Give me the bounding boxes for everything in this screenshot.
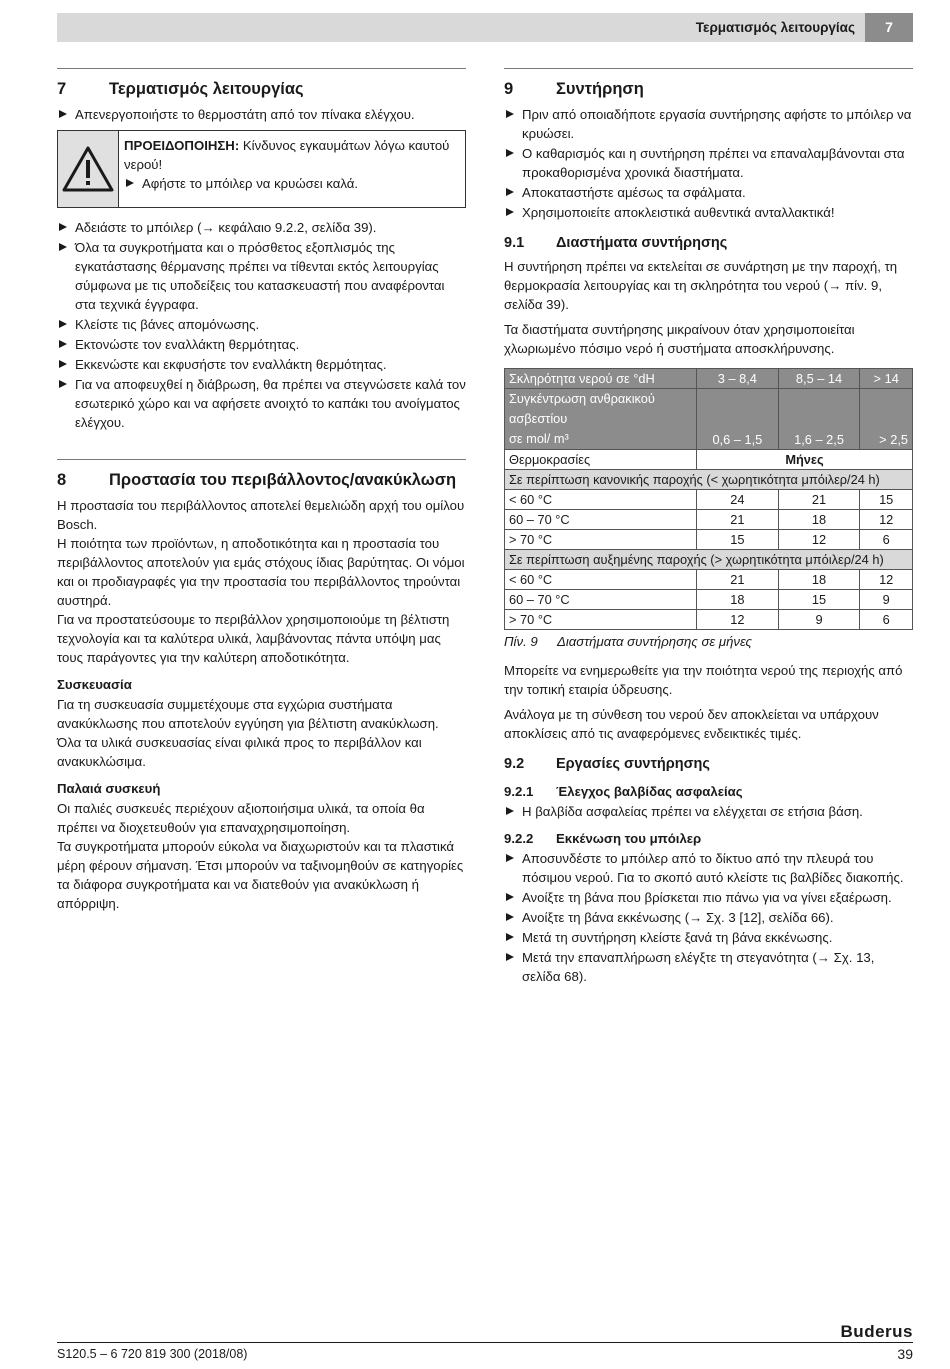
table-cell: 60 – 70 °C	[505, 590, 697, 610]
footer-divider	[57, 1342, 913, 1343]
section-divider	[57, 459, 466, 460]
list-item: Η βαλβίδα ασφαλείας πρέπει να ελέγχεται σε ετήσια βάση.	[504, 802, 913, 821]
list-item: Αποσυνδέστε το μπόιλερ από το δίκτυο από την πλευρά του πόσιμου νερού. Για το σκοπό αυτό κλείστε τις βαλβίδες διακοπής.	[504, 849, 913, 887]
paragraph: Τα συγκροτήματα μπορούν εύκολα να διαχωριστούν και τα πλαστικά μέρη φέρουν σήμανση. Έτσι μπορούν να ταξινομηθούν σε κατηγορίες τα διάφορα συγκροτήματα και να διατεθούν για ανακύκλωση ή απόρριψη.	[57, 839, 464, 911]
table-row	[505, 389, 913, 450]
section-title: Διαστήματα συντήρησης	[556, 235, 728, 251]
list-item: Πριν από οποιαδήποτε εργασία συντήρησης αφήστε το μπόιλερ να κρυώσει.	[504, 105, 913, 143]
section-number: 9	[504, 80, 514, 98]
table-cell: > 14	[860, 369, 913, 389]
section-9-2-2-heading	[504, 829, 913, 848]
list-item: Για να αποφευχθεί η διάβρωση, θα πρέπει να στεγνώσετε καλά τον εσωτερικό χώρο και να αφήσετε ανοιχτό το καπάκι του ανοίγματος ελέγχου.	[57, 375, 466, 432]
paragraph: Η συντήρηση πρέπει να εκτελείται σε συνάρτηση με την παροχή, τη θερμοκρασία λειτουργίας και τη σκληρότητα του νερού (→ πίν. 9, σελίδα 39).	[504, 259, 898, 312]
table-cell-line: Συγκέντρωση ανθρακικού ασβεστίου	[509, 391, 655, 426]
table-cell: 0,6 – 1,5	[697, 389, 779, 450]
warning-text	[119, 131, 465, 207]
section-number: 8	[57, 471, 67, 489]
section-number: 9.2.1	[504, 784, 534, 799]
list-item: Ανοίξτε τη βάνα που βρίσκεται πιο πάνω για να γίνει εξαέρωση.	[504, 888, 913, 907]
list-item: Αδειάστε το μπόιλερ (→ κεφάλαιο 9.2.2, σελίδα 39).	[57, 218, 466, 237]
table-cell-line: σε mol/ m³	[509, 431, 569, 446]
table-row	[505, 590, 913, 610]
section-9-heading	[504, 79, 913, 99]
left-column	[57, 68, 466, 913]
table-cell: > 2,5	[860, 389, 913, 450]
table-cell: 15	[778, 590, 860, 610]
table-cell: 21	[778, 490, 860, 510]
table-cell: 9	[778, 610, 860, 630]
table-cell: 12	[860, 510, 913, 530]
section-7-heading	[57, 79, 466, 99]
table-cell: < 60 °C	[505, 570, 697, 590]
list-item: Χρησιμοποιείτε αποκλειστικά αυθεντικά ανταλλακτικά!	[504, 203, 913, 222]
bullet-list	[57, 218, 466, 432]
paragraph: Για να προστατεύσουμε το περιβάλλον χρησιμοποιούμε τη βέλτιστη τεχνολογία και τα καλύτερα υλικά, λαμβάνοντας πάντα υπόψη μας τους παράγοντες για την καλύτερη αποδοτικότητα.	[57, 612, 450, 665]
warning-triangle-icon	[62, 145, 114, 193]
table-row	[505, 550, 913, 570]
list-item: Κλείστε τις βάνες απομόνωσης.	[57, 315, 466, 334]
list-item: Μετά τη συντήρηση κλείστε ξανά τη βάνα εκκένωσης.	[504, 928, 913, 947]
section-title: Συντήρηση	[556, 80, 644, 98]
table-cell: 12	[860, 570, 913, 590]
section-title: Εκκένωση του μπόιλερ	[556, 831, 702, 846]
table-cell: < 60 °C	[505, 490, 697, 510]
paragraph: Μπορείτε να ενημερωθείτε για την ποιότητα νερού της περιοχής από την τοπική εταιρία ύδρευσης.	[504, 663, 903, 697]
warning-message: Κίνδυνος εγκαυμάτων λόγω καυτού νερού!	[124, 138, 450, 172]
table-row	[505, 470, 913, 490]
table-cell: 8,5 – 14	[778, 369, 860, 389]
section-divider	[57, 68, 466, 69]
table-caption	[504, 632, 913, 651]
bullet-list	[504, 849, 913, 986]
table-cell: 21	[697, 510, 779, 530]
table-cell: Σκληρότητα νερού σε °dH	[505, 369, 697, 389]
right-column	[504, 68, 913, 987]
warning-label: ΠΡΟΕΙΔΟΠΟΙΗΣΗ:	[124, 138, 240, 153]
list-item: Εκτονώστε τον εναλλάκτη θερμότητας.	[57, 335, 466, 354]
table-cell: 12	[697, 610, 779, 630]
section-9-2-1-heading	[504, 782, 913, 801]
table-row	[505, 450, 913, 470]
table-cell: Σε περίπτωση αυξημένης παροχής (> χωρητικότητα μπόιλερ/24 h)	[505, 550, 913, 570]
table-cell: Μήνες	[697, 450, 913, 470]
section-number: 7	[57, 80, 67, 98]
table-cell: 60 – 70 °C	[505, 510, 697, 530]
section-title: Εργασίες συντήρησης	[556, 756, 710, 772]
table-cell: Θερμοκρασίες	[505, 450, 697, 470]
list-item: Όλα τα συγκροτήματα και ο πρόσθετος εξοπλισμός της εγκατάστασης θέρμανσης πρέπει να τίθενται εκτός λειτουργίας σύμφωνα με τις υποδείξεις του κατασκευαστή που αναφέρονται στα τεχνικά έγγραφα.	[57, 238, 466, 314]
table-row	[505, 369, 913, 389]
paragraph: Ανάλογα με τη σύνθεση του νερού δεν αποκλείεται να υπάρχουν αποκλίσεις από τις αναφερόμενες ενδεικτικές τιμές.	[504, 707, 879, 741]
table-cell: 3 – 8,4	[697, 369, 779, 389]
maintenance-interval-table	[504, 368, 913, 630]
paragraph: Τα διαστήματα συντήρησης μικραίνουν όταν χρησιμοποιείται χλωριωμένο πόσιμο νερό ή συστήματα αποσκλήρυνσης.	[504, 322, 855, 356]
table-cell: 12	[778, 530, 860, 550]
table-cell: 15	[697, 530, 779, 550]
table-cell: 6	[860, 530, 913, 550]
bullet-list	[57, 105, 466, 124]
warning-box	[57, 130, 466, 208]
bullet-list	[504, 802, 913, 821]
section-9-1-heading	[504, 234, 913, 253]
list-item: Ο καθαρισμός και η συντήρηση πρέπει να επαναλαμβάνονται στα προκαθορισμένα χρονικά διαστήματα.	[504, 144, 913, 182]
table-cell: 18	[778, 510, 860, 530]
list-item: Ανοίξτε τη βάνα εκκένωσης (→ Σχ. 3 [12], σελίδα 66).	[504, 908, 913, 927]
section-number: 9.1	[504, 235, 525, 251]
list-item: Εκκενώστε και εκφυσήστε τον εναλλάκτη θερμότητας.	[57, 355, 466, 374]
bullet-list	[504, 105, 913, 222]
table-row	[505, 490, 913, 510]
brand-logo: Buderus	[840, 1322, 913, 1341]
paragraph: Οι παλιές συσκευές περιέχουν αξιοποιήσιμα υλικά, τα οποία θα πρέπει να διοχετευθούν για επαναχρησιμοποίηση.	[57, 801, 425, 835]
section-title: Προστασία του περιβάλλοντος/ανακύκλωση	[109, 471, 457, 489]
warning-bullet: Αφήστε το μπόιλερ να κρυώσει καλά.	[124, 174, 457, 193]
list-item: Αποκαταστήστε αμέσως τα σφάλματα.	[504, 183, 913, 202]
table-row	[505, 570, 913, 590]
section-title: Έλεγχος βαλβίδας ασφαλείας	[556, 784, 743, 799]
table-row	[505, 610, 913, 630]
header-chapter-number: 7	[865, 13, 913, 42]
section-8-heading	[57, 470, 466, 490]
table-cell	[505, 389, 697, 450]
document-id: S120.5 – 6 720 819 300 (2018/08)	[57, 1347, 248, 1361]
table-cell: 15	[860, 490, 913, 510]
table-cell: 18	[697, 590, 779, 610]
table-cell: 18	[778, 570, 860, 590]
list-item: Απενεργοποιήστε το θερμοστάτη από τον πίνακα ελέγχου.	[57, 105, 466, 124]
section-number: 9.2	[504, 756, 525, 772]
table-row	[505, 510, 913, 530]
warning-icon-cell	[58, 131, 119, 207]
section-9-2-heading	[504, 755, 913, 774]
table-cell: 24	[697, 490, 779, 510]
table-row	[505, 530, 913, 550]
list-item: Μετά την επαναπλήρωση ελέγξτε τη στεγανότητα (→ Σχ. 13, σελίδα 68).	[504, 948, 913, 986]
page-number: 39	[897, 1346, 913, 1362]
section-title: Τερματισμός λειτουργίας	[109, 80, 304, 98]
subheading-old-device: Παλαιά συσκευή	[57, 781, 161, 796]
table-cell: > 70 °C	[505, 610, 697, 630]
caption-text: Διαστήματα συντήρησης σε μήνες	[557, 634, 752, 649]
section-number: 9.2.2	[504, 831, 534, 846]
page-header	[57, 13, 913, 42]
paragraph: Για τη συσκευασία συμμετέχουμε στα εγχώρια συστήματα ανακύκλωσης που αποτελούν εγγύηση για βέλτιστη ανακύκλωση. Όλα τα υλικά συσκευασίας είναι φιλικά προς το περιβάλλον και ανακυκλώσιμα.	[57, 697, 439, 769]
subheading-packaging: Συσκευασία	[57, 677, 132, 692]
section-divider	[504, 68, 913, 69]
table-cell: > 70 °C	[505, 530, 697, 550]
paragraph: Η ποιότητα των προϊόντων, η αποδοτικότητα και η προστασία του περιβάλλοντος αποτελούν για εμάς στόχους ίδιας βαρύτητας. Οι νόμοι και οι προδιαγραφές για την προστασία του περιβάλλοντος τηρούνται αυστηρά.	[57, 536, 465, 608]
caption-number: Πίν. 9	[504, 634, 538, 649]
table-cell: 9	[860, 590, 913, 610]
table-cell: Σε περίπτωση κανονικής παροχής (< χωρητικότητα μπόιλερ/24 h)	[505, 470, 913, 490]
table-cell: 6	[860, 610, 913, 630]
table-cell: 21	[697, 570, 779, 590]
header-title: Τερματισμός λειτουργίας	[695, 20, 855, 35]
table-cell: 1,6 – 2,5	[778, 389, 860, 450]
paragraph: Η προστασία του περιβάλλοντος αποτελεί θεμελιώδη αρχή του ομίλου Bosch.	[57, 498, 465, 532]
